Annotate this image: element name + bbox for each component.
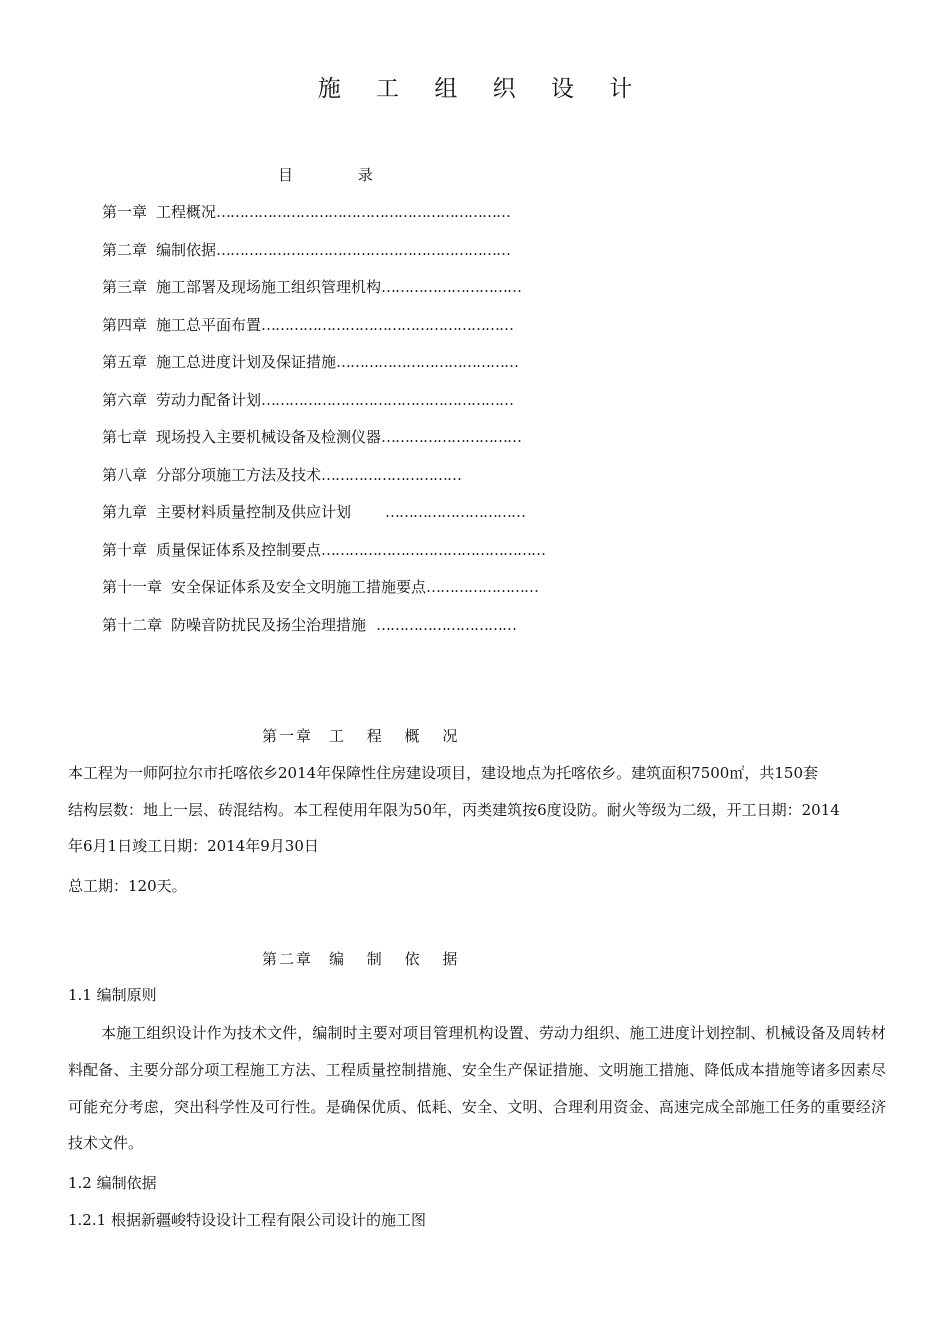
chapter-2-heading — [262, 948, 466, 969]
section-title: 编制依据 — [96, 1174, 157, 1192]
project-overview-paragraph — [68, 755, 886, 865]
toc-item-title: 施工总进度计划及保证措施 — [156, 353, 337, 371]
toc-item-number: 第七章 — [102, 428, 148, 446]
toc-item-leader: ……………………………………………………… — [216, 203, 511, 221]
toc-item-title: 现场投入主要机械设备及检测仪器 — [156, 428, 382, 446]
toc-item — [102, 314, 545, 352]
paragraph-line: 本工程为一师阿拉尔市托喀依乡2014年保障性住房建设项目，建设地点为托喀依乡。建筑面积7500㎡，共150套 — [68, 764, 818, 782]
toc-item-number: 第五章 — [102, 353, 148, 371]
section-number: 1.2 — [68, 1174, 92, 1192]
toc-item-title: 防噪音防扰民及扬尘治理措施 — [171, 615, 367, 634]
toc-item-leader: ……………………………………………………… — [216, 240, 511, 259]
table-of-contents — [102, 201, 545, 651]
toc-item-number: 第一章 — [102, 203, 148, 221]
toc-item — [102, 614, 545, 652]
section-1-2-heading — [68, 1172, 157, 1193]
toc-item-leader: ………………………… — [381, 428, 522, 446]
toc-item-number: 第十二章 — [102, 615, 163, 634]
toc-item-leader: ………………………………… — [336, 353, 519, 371]
toc-item — [102, 426, 545, 464]
toc-item — [102, 201, 545, 239]
toc-item-title: 安全保证体系及安全文明施工措施要点 — [171, 578, 427, 596]
chapter-title: 工 程 概 况 — [329, 727, 467, 745]
toc-item — [102, 576, 545, 614]
chapter-number: 第一章 — [262, 727, 314, 745]
section-number: 1.2.1 — [68, 1211, 107, 1229]
toc-item-title: 主要材料质量控制及供应计划 — [156, 503, 352, 521]
section-number: 1.1 — [68, 986, 92, 1004]
chapter-1-heading — [262, 725, 466, 746]
toc-item-number: 第六章 — [102, 390, 148, 409]
toc-item — [102, 539, 545, 577]
toc-item-number: 第三章 — [102, 278, 148, 296]
toc-heading: 目 录 — [278, 166, 403, 184]
toc-item-leader: ……………………………………………… — [261, 315, 514, 334]
total-duration: 总工期：120天。 — [68, 877, 187, 895]
toc-item-number: 第九章 — [102, 503, 148, 521]
principle-paragraph: 本施工组织设计作为技术文件，编制时主要对项目管理机构设置、劳动力组织、施工进度计划控制、机械设备及周转材料配备、主要分部分项工程施工方法、工程质量控制措施、安全生产保证措施、文明施工措施、降低成本措施等诸多因素尽可能充分考虑，突出科学性及可行性。是确保优质、低耗、安全、文明、合理利用资金、高速完成全部施工任务的重要经济技术文件。 — [68, 1024, 886, 1153]
section-1-1-heading — [68, 984, 157, 1005]
section-title: 编制原则 — [96, 986, 157, 1004]
toc-item-leader: ………………………… — [381, 278, 522, 296]
toc-item-number: 第四章 — [102, 315, 148, 334]
paragraph-line: 年6月1日竣工日期：2014年9月30日 — [68, 837, 319, 855]
toc-item-title: 编制依据 — [156, 240, 217, 259]
toc-item — [102, 351, 545, 389]
paragraph-line: 结构层数：地上一层、砖混结构。本工程使用年限为50年，丙类建筑按6度设防。耐火等级为二级，开工日期：2014 — [68, 800, 840, 819]
toc-item-title: 质量保证体系及控制要点 — [156, 540, 322, 559]
toc-item-title: 工程概况 — [156, 203, 217, 221]
chapter-number: 第二章 — [262, 950, 314, 968]
toc-item — [102, 501, 545, 539]
toc-item-title: 施工总平面布置 — [156, 315, 262, 334]
toc-item — [102, 464, 545, 502]
toc-item-title: 施工部署及现场施工组织管理机构 — [156, 278, 382, 296]
toc-item-leader: ……………………………………………… — [261, 390, 514, 409]
toc-item-number: 第八章 — [102, 465, 148, 484]
toc-item-title: 劳动力配备计划 — [156, 390, 262, 409]
document-title: 施 工 组 织 设 计 — [317, 76, 647, 102]
chapter-title: 编 制 依 据 — [329, 950, 467, 968]
toc-item — [102, 239, 545, 277]
section-title: 根据新疆峻特设设计工程有限公司设计的施工图 — [110, 1211, 426, 1229]
toc-item-leader: ………………………… — [321, 465, 462, 484]
toc-item-leader: …………………… — [426, 578, 539, 596]
section-1-2-1-heading — [68, 1209, 426, 1230]
toc-item — [102, 276, 545, 314]
toc-item-number: 第十一章 — [102, 578, 163, 596]
toc-item-leader: ………………………………………… — [321, 540, 546, 559]
toc-item — [102, 389, 545, 427]
toc-item-leader: ………………………… — [376, 615, 517, 634]
toc-item-title: 分部分项施工方法及技术 — [156, 465, 322, 484]
toc-item-leader: ………………………… — [385, 503, 526, 521]
toc-item-number: 第十章 — [102, 540, 148, 559]
toc-item-number: 第二章 — [102, 240, 148, 259]
